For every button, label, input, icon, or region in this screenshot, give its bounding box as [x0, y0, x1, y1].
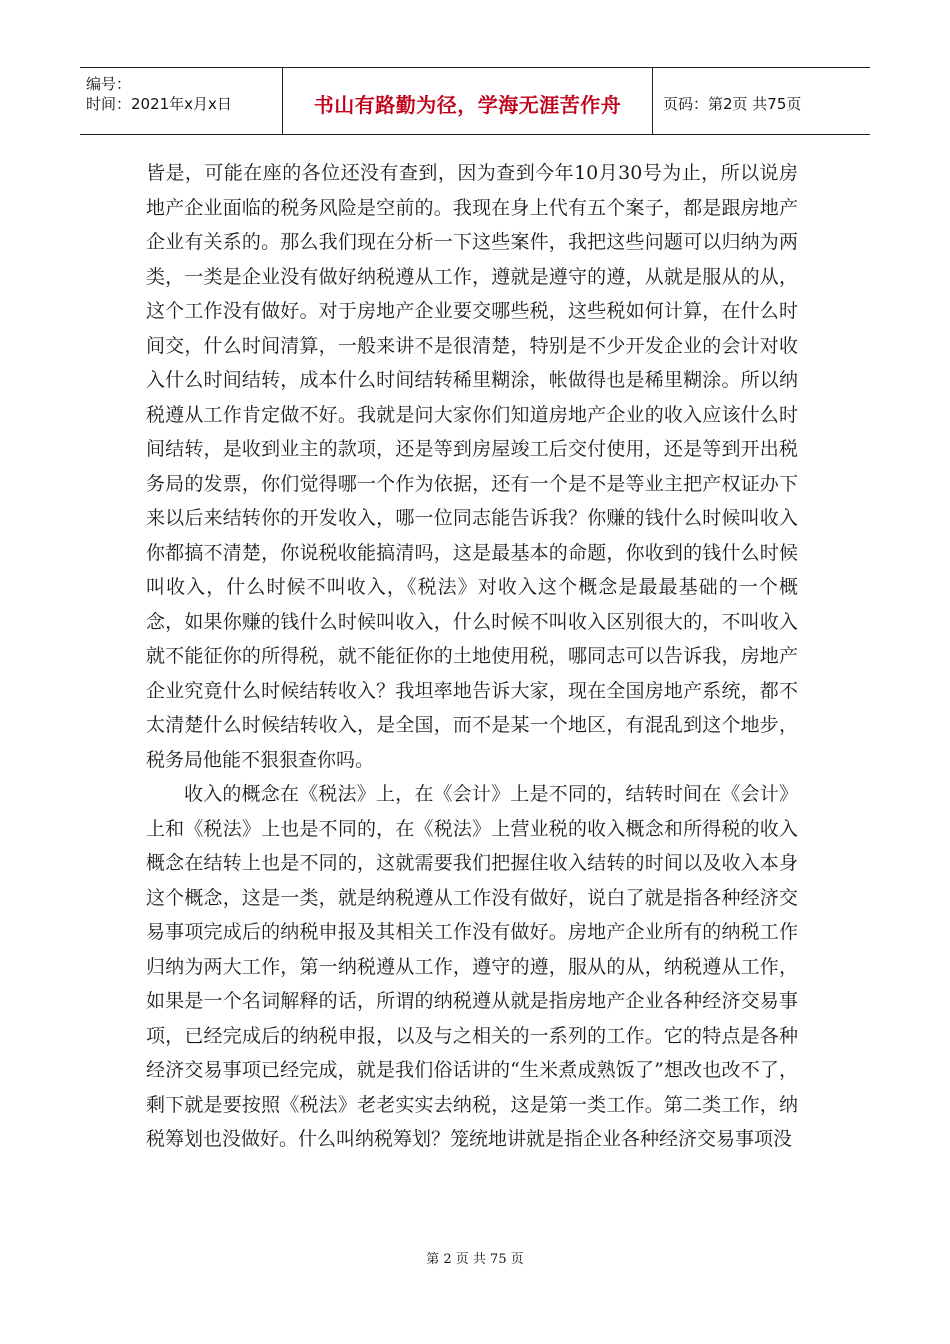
- header-motto: 书山有路勤为径，学海无涯苦作舟: [313, 92, 622, 117]
- body-paragraph: 收入的概念在《税法》上，在《会计》上是不同的，结转时间在《会计》上和《税法》上也是不同的，在《税法》上营业税的收入概念和所得税的收入概念在结转上也是不同的，这就需要我们把握住收入结转的时间以及收入本身这个概念，这是一类，就是纳税遵从工作没有做好，说白了就是指各种经济交易事项完成后的纳税申报及其相关工作没有做好。房地产企业所有的纳税工作归纳为两大工作，第一纳税遵从工作，遵守的遵，服从的从，纳税遵从工作，如果是一个名词解释的话，所谓的纳税遵从就是指房地产企业各种经济交易事项，已经完成后的纳税申报，以及与之相关的一系列的工作。它的特点是各种经济交易事项已经完成，就是我们俗话讲的“生米煮成熟饭了”想改也改不了，剩下就是要按照《税法》老老实实去纳税，这是第一类工作。第二类工作，纳税筹划也没做好。什么叫纳税筹划？笼统地讲就是指企业各种经济交易事项没: [146, 783, 798, 1150]
- document-number-label: 编号：: [86, 75, 132, 93]
- page-footer: [0, 1248, 950, 1267]
- footer-page-number: 第 2 页 共 75 页: [426, 1252, 524, 1267]
- document-body: [146, 156, 798, 1157]
- body-paragraph-continued: 皆是，可能在座的各位还没有查到，因为查到今年10月30号为止，所以说房地产企业面临的税务风险是空前的。我现在身上代有五个案子，都是跟房地产企业有关系的。那么我们现在分析一下这些案件，我把这些问题可以归纳为两类，一类是企业没有做好纳税遵从工作，遵就是遵守的遵，从就是服从的从，这个工作没有做好。对于房地产企业要交哪些税，这些税如何计算，在什么时间交，什么时间清算，一般来讲不是很清楚，特别是不少开发企业的会计对收入什么时间结转，成本什么时间结转稀里糊涂，帐做得也是稀里糊涂。所以纳税遵从工作肯定做不好。我就是问大家你们知道房地产企业的收入应该什么时间结转，是收到业主的款项，还是等到房屋竣工后交付使用，还是等到开出税务局的发票，你们觉得哪一个作为依据，还有一个是不是等业主把产权证办下来以后来结转你的开发收入，哪一位同志能告诉我？你赚的钱什么时候叫收入你都搞不清楚，你说税收能搞清吗，这是最基本的命题，你收到的钱什么时候叫收入，什么时候不叫收入，《税法》对收入这个概念是最最基础的一个概念，如果你赚的钱什么时候叫收入，什么时候不叫收入区别很大的，不叫收入就不能征你的所得税，就不能征你的土地使用税，哪同志可以告诉我，房地产企业究竟什么时候结转收入？我坦率地告诉大家，现在全国房地产系统，都不太清楚什么时候结转收入，是全国，而不是某一个地区，有混乱到这个地步，税务局他能不狠狠查你吗。: [146, 162, 798, 771]
- header-page-info-cell: [653, 68, 870, 134]
- header-meta: [80, 68, 283, 134]
- header-motto-cell: [283, 68, 653, 134]
- document-header: [80, 67, 870, 135]
- header-page-info: 页码：第2页 共75页: [663, 94, 802, 113]
- document-date-label: 时间：2021年x月x日: [86, 95, 232, 113]
